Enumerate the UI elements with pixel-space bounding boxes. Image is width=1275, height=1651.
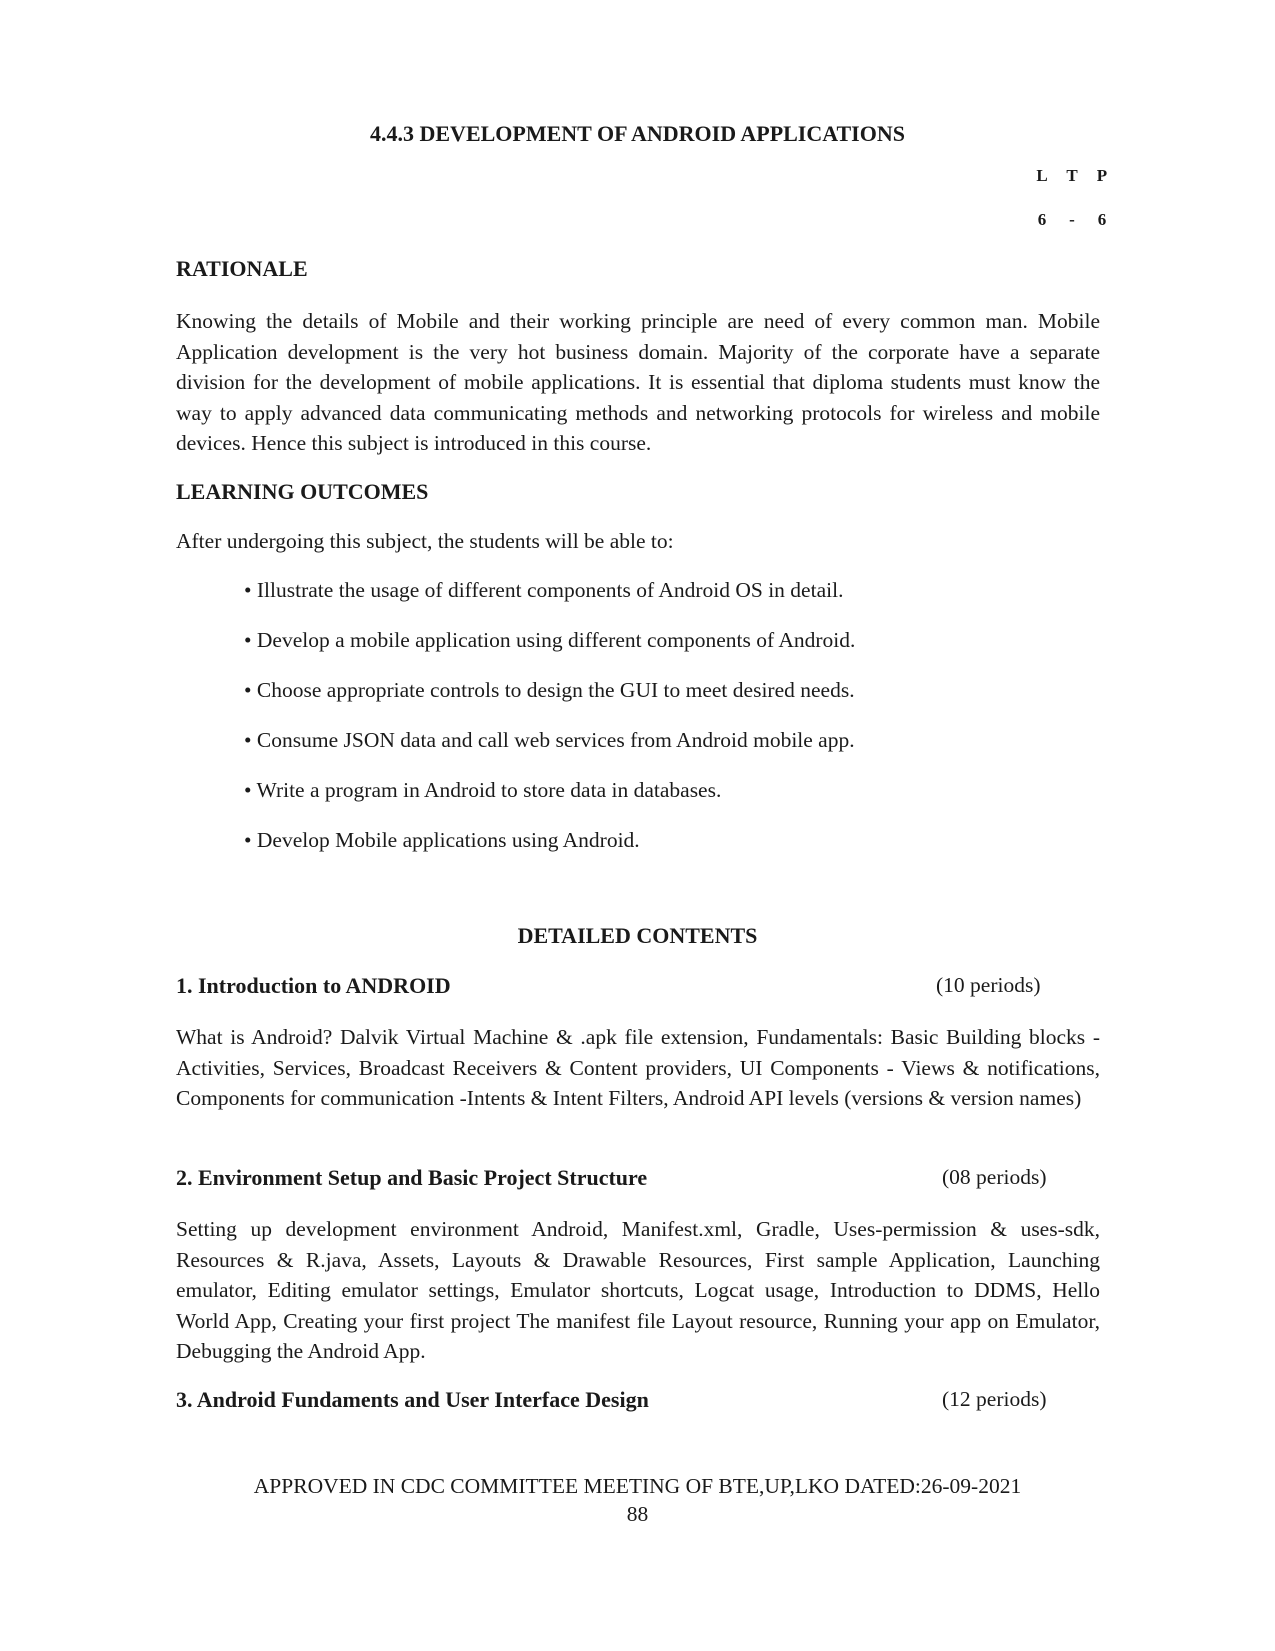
- approval-footer: APPROVED IN CDC COMMITTEE MEETING OF BTE,UP,LKO DATED:26-09-2021: [253, 1474, 1022, 1498]
- ltp-value-l: 6: [1037, 210, 1047, 229]
- page-number: 88: [626, 1502, 649, 1526]
- outcome-item: • Choose appropriate controls to design the GUI to meet desired needs.: [244, 678, 855, 702]
- outcome-item: • Illustrate the usage of different components of Android OS in detail.: [244, 578, 844, 602]
- section-periods-1: (10 periods): [936, 973, 1041, 997]
- outcome-item: • Develop a mobile application using different components of Android.: [244, 628, 856, 652]
- section-text-1: What is Android? Dalvik Virtual Machine & .apk file extension, Fundamentals: Basic Building blocks - Activities, Services, Broadcast Receivers & Content providers, UI Components - Views & notifications, Components for communication -Intents & Intent Filters, Android API levels (versions & version names): [176, 1025, 1100, 1110]
- section-title-3: 3. Android Fundaments and User Interface Design: [176, 1387, 649, 1412]
- ltp-header-t: T: [1066, 166, 1078, 185]
- rationale-heading: RATIONALE: [176, 256, 308, 281]
- outcome-item: • Develop Mobile applications using Android.: [244, 828, 640, 852]
- ltp-header-p: P: [1096, 166, 1108, 185]
- outcome-item: • Consume JSON data and call web services from Android mobile app.: [244, 728, 855, 752]
- outcome-item: • Write a program in Android to store data in databases.: [244, 778, 722, 802]
- learning-outcomes-intro: After undergoing this subject, the students will be able to:: [176, 529, 674, 553]
- ltp-value-t: -: [1069, 210, 1075, 229]
- learning-outcomes-heading: LEARNING OUTCOMES: [176, 479, 429, 504]
- ltp-values: [1032, 210, 1112, 230]
- section-periods-3: (12 periods): [942, 1387, 1047, 1411]
- section-title-2: 2. Environment Setup and Basic Project Structure: [176, 1165, 648, 1190]
- section-title-1: 1. Introduction to ANDROID: [176, 973, 451, 998]
- section-periods-2: (08 periods): [942, 1165, 1047, 1189]
- section-text-2: Setting up development environment Android, Manifest.xml, Gradle, Uses-permission & uses-sdk, Resources & R.java, Assets, Layouts & Drawable Resources, First sample Application, Launching emulator, Editing emulator settings, Emulator shortcuts, Logcat usage, Introduction to DDMS, Hello World App, Creating your first project The manifest file Layout resource, Running your app on Emulator, Debugging the Android App.: [176, 1217, 1100, 1363]
- rationale-text: Knowing the details of Mobile and their working principle are need of every common man. Mobile Application development is the very hot business domain. Majority of the corporate have a separate division for the development of mobile applications. It is essential that diploma students must know the way to apply advanced data communicating methods and networking protocols for wireless and mobile devices. Hence this subject is introduced in this course.: [176, 309, 1100, 455]
- document-title: 4.4.3 DEVELOPMENT OF ANDROID APPLICATIONS: [370, 121, 905, 146]
- detailed-contents-heading: DETAILED CONTENTS: [517, 923, 758, 948]
- ltp-header: [1032, 166, 1112, 186]
- ltp-value-p: 6: [1097, 210, 1107, 229]
- ltp-header-l: L: [1036, 166, 1048, 185]
